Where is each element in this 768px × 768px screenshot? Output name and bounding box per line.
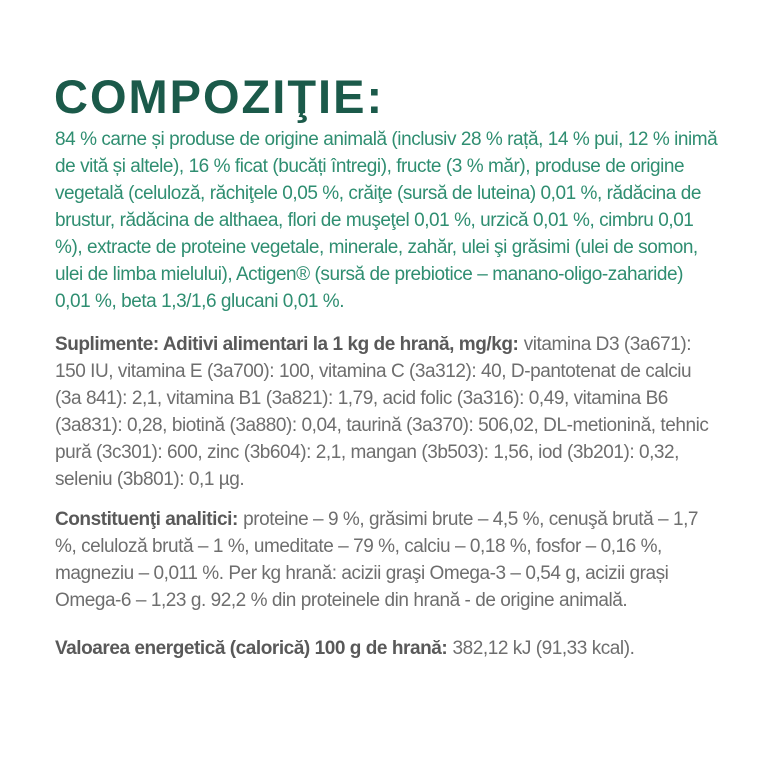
supplements-heading: Suplimente: Aditivi alimentari la 1 kg de hrană, mg/kg:	[55, 334, 519, 355]
analytical-heading: Constituenţi analitici:	[55, 509, 238, 530]
energy-heading: Valoarea energetică (calorică) 100 g de hrană:	[55, 638, 448, 659]
analytical-text: proteine – 9 %, grăsimi brute – 4,5 %, cenuşă brută – 1,7 %, celuloză brută – 1 %, umeditate – 79 %, calciu – 0,18 %, fosfor – 0,16 %, magneziu – 0,011 %. Per kg hrană: acizii graşi Omega-3 – 0,54 g, acizii grași Omega-6 – 1,23 g. 92,2 % din proteinele din hrană - de origine animală.	[55, 509, 699, 611]
composition-title: COMPOZIŢIE:	[54, 70, 385, 124]
energy-value: 382,12 kJ (91,33 kcal).	[452, 638, 635, 659]
analytical-constituents-paragraph	[55, 506, 719, 614]
supplements-paragraph	[55, 331, 719, 493]
composition-text: 84 % carne și produse de origine animală (inclusiv 28 % rață, 14 % pui, 12 % inimă de vită și altele), 16 % ficat (bucăți întregi), fructe (3 % măr), produse de origine vegetală (celuloză, răchiţele 0,05 %, crăiţe (sursă de luteina) 0,01 %, rădăcina de brustur, rădăcina de althaea, flori de muşeţel 0,01 %, urzică 0,01 %, cimbru 0,01 %), extracte de proteine vegetale, minerale, zahăr, ulei şi grăsimi (ulei de somon, ulei de limba mielului), Actigen® (sursă de prebiotice – manano-oligo-zaharide) 0,01 %, beta 1,3/1,6 glucani 0,01 %.	[55, 129, 718, 312]
energy-value-paragraph	[55, 635, 719, 662]
composition-paragraph	[55, 126, 719, 315]
supplements-text: vitamina D3 (3a671): 150 IU, vitamina E (3a700): 100, vitamina C (3a312): 40, D-pantotenat de calciu (3a 841): 2,1, vitamina B1 (3a821): 1,79, acid folic (3a316): 0,49, vitamina B6 (3a831): 0,28, biotină (3a880): 0,04, taurină (3a370): 506,02, DL-metionină, tehnic pură (3c301): 600, zinc (3b604): 2,1, mangan (3b503): 1,56, iod (3b201): 0,32, seleniu (3b801): 0,1 µg.	[55, 334, 709, 490]
